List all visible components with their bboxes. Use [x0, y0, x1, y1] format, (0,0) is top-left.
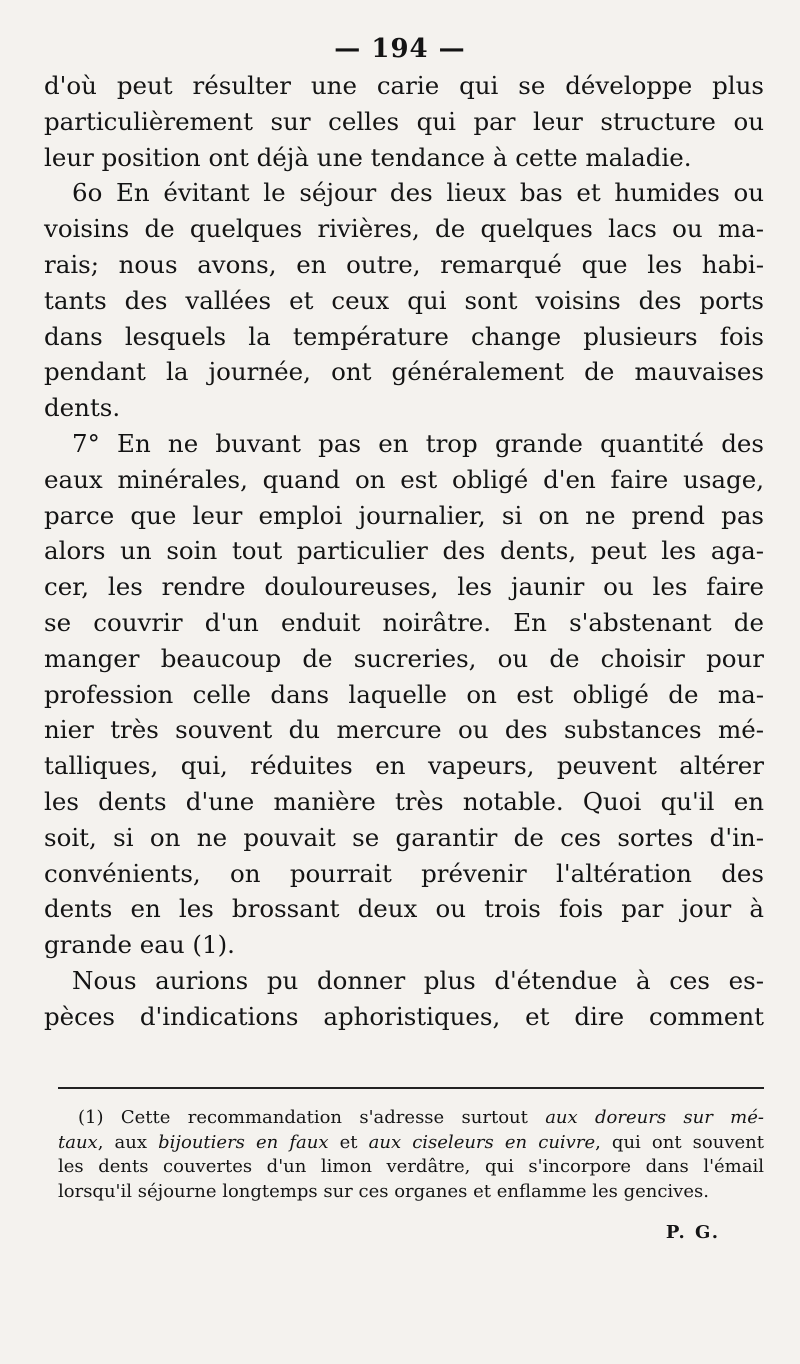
text-line: nier très souvent du mercure ou des substances mé- — [44, 715, 764, 745]
text-line: 6o En évitant le séjour des lieux bas et humides ou — [72, 178, 764, 208]
page-number: — 194 — — [334, 34, 466, 64]
text-line: pendant la journée, ont généralement de mauvaises — [44, 357, 764, 387]
footnote — [58, 1106, 764, 1204]
text-line: dents. — [44, 393, 121, 423]
footnote-text: et — [328, 1131, 369, 1153]
text-line: voisins de quelques rivières, de quelques lacs ou ma- — [44, 214, 764, 244]
text-line: dans lesquels la température change plusieurs fois — [44, 321, 764, 351]
text-line: grande eau (1). — [44, 930, 235, 960]
text-line: cer, les rendre douloureuses, les jaunir ou les faire — [44, 572, 764, 602]
text-line: tants des vallées et ceux qui sont voisins des ports — [44, 285, 764, 315]
text-line: se couvrir d'un enduit noirâtre. En s'abstenant de — [44, 607, 764, 637]
footnote-text: , aux — [97, 1131, 159, 1153]
text-line: profession celle dans laquelle on est obligé de ma- — [44, 679, 764, 709]
text-line: les dents d'une manière très notable. Quoi qu'il en — [44, 786, 764, 816]
footnote-line: les dents couvertes d'un limon verdâtre, qui s'incorpore dans l'émail — [58, 1156, 764, 1177]
text-line: dents en les brossant deux ou trois fois par jour à — [44, 894, 764, 924]
footnote-italic: aux ciseleurs en cuivre — [368, 1131, 596, 1153]
text-line: parce que leur emploi journalier, si on ne prend pas — [44, 500, 764, 530]
footnote-italic: taux — [58, 1131, 98, 1153]
text-line: pèces d'indications aphoristiques, et dire comment — [44, 1001, 764, 1031]
text-line: 7° En ne buvant pas en trop grande quantité des — [72, 428, 764, 458]
footnote-italic: bijoutiers en faux — [158, 1131, 329, 1153]
footnote-line — [58, 1131, 764, 1156]
footnote-divider — [58, 1087, 764, 1089]
text-line: convénients, on pourrait prévenir l'altération des — [44, 858, 764, 888]
footnote-text: , qui ont souvent — [595, 1131, 764, 1153]
text-line: talliques, qui, réduites en vapeurs, peuvent altérer — [44, 751, 764, 781]
text-line: particulièrement sur celles qui par leur structure ou — [44, 106, 764, 136]
text-line: manger beaucoup de sucreries, ou de choisir pour — [44, 643, 764, 673]
body-text — [44, 68, 764, 1035]
text-line: rais; nous avons, en outre, remarqué que les habi- — [44, 249, 764, 279]
footnote-line: lorsqu'il séjourne longtemps sur ces organes et enflamme les gencives. — [58, 1180, 709, 1202]
text-line: alors un soin tout particulier des dents, peut les aga- — [44, 536, 764, 566]
footnote-line — [58, 1106, 764, 1131]
text-line: Nous aurions pu donner plus d'étendue à ces es- — [72, 965, 764, 995]
text-line: leur position ont déjà une tendance à cette maladie. — [44, 142, 692, 172]
footnote-text: (1) Cette recommandation s'adresse surtout — [78, 1107, 546, 1128]
footnote-signature: P. G. — [665, 1222, 720, 1243]
text-line: soit, si on ne pouvait se garantir de ces sortes d'in- — [44, 822, 764, 852]
text-line: eaux minérales, quand on est obligé d'en faire usage, — [44, 464, 764, 494]
footnote-italic: aux doreurs sur mé- — [545, 1107, 764, 1128]
text-line: d'où peut résulter une carie qui se développe plus — [44, 71, 764, 100]
